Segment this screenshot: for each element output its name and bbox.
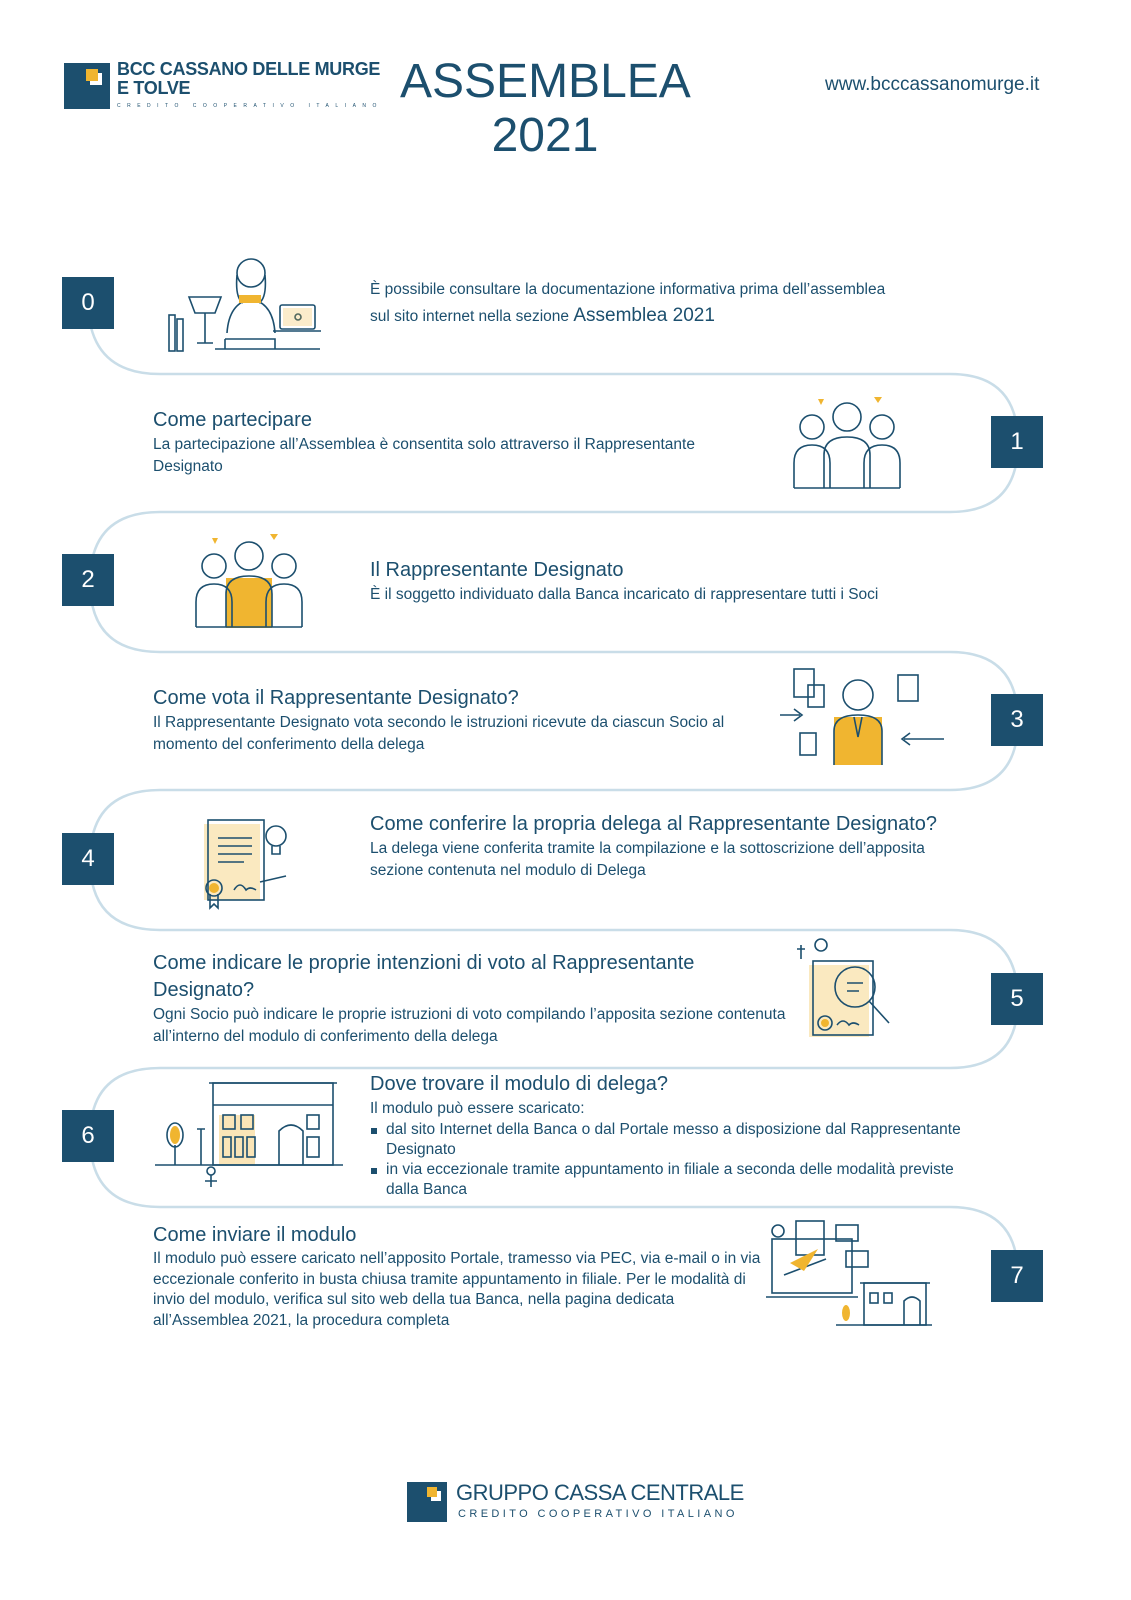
step-5-heading: Come indicare le proprie intenzioni di voto al Rappresentante Designato? [153, 952, 695, 1001]
step-5: Come indicare le proprie intenzioni di voto al Rappresentante Designato? Ogni Socio può indicare le proprie istruzioni di voto compilando l’apposita sezione contenuta all’interno del modulo di conferimento della delega [153, 950, 793, 1048]
step-number-5: 5 [991, 973, 1043, 1025]
group-name: GRUPPO CASSA CENTRALE [456, 1480, 744, 1505]
group-subtitle: CREDITO COOPERATIVO ITALIANO [458, 1508, 738, 1520]
step-6: Dove trovare il modulo di delega? Il modulo può essere scaricato: dal sito Internet della Banca o dal Portale messo a disposizione dal Rappresentante Designato in via eccezionale tramite appuntamento in filiale a seconda delle modalità previste dalla Banca [370, 1071, 970, 1200]
step-4: Come conferire la propria delega al Rappresentante Designato? La delega viene conferita tramite la compilazione e la sottoscrizione dell’apposita sezione contenuta nel modulo di Delega [370, 811, 970, 882]
step-number-3: 3 [991, 694, 1043, 746]
step-3: Come vota il Rappresentante Designato? Il Rappresentante Designato vota secondo le istruzioni ricevute da ciascun Socio al momento del conferimento della delega [153, 685, 793, 756]
bank-subtitle: CREDITO COOPERATIVO ITALIANO [117, 103, 383, 109]
step-6-heading: Dove trovare il modulo di delega? [370, 1073, 668, 1095]
step-1: Come partecipare La partecipazione all’Assemblea è consentita solo attraverso il Rappresentante Designato [153, 407, 753, 478]
step-7: Come inviare il modulo Il modulo può essere caricato nell’apposito Portale, tramesso via PEC, via e-mail o in via eccezionale conferito in busta chiusa tramite appuntamento in filiale. Per le modalità di invio del modulo, verifica sul sito web della tua Banca, nella pagina dedicata all’Assemblea 2021, la procedura completa [153, 1222, 773, 1331]
group-logo-icon [407, 1482, 447, 1522]
step-number-6: 6 [62, 1110, 114, 1162]
bank-name: BCC CASSANO DELLE MURGE E TOLVE [117, 59, 381, 98]
page-title: ASSEMBLEA 2021 [400, 55, 691, 162]
step-number-2: 2 [62, 554, 114, 606]
step-number-1: 1 [991, 416, 1043, 468]
woman-reading-icon [165, 253, 325, 353]
list-item: dal sito Internet della Banca o dal Portale messo a disposizione dal Rappresentante Designato [370, 1120, 970, 1160]
list-item: in via eccezionale tramite appuntamento in filiale a seconda delle modalità previste dalla Banca [370, 1160, 970, 1200]
step-2: Il Rappresentante Designato È il soggetto individuato dalla Banca incaricato di rappresentare tutti i Soci [370, 557, 970, 606]
people-group-icon [790, 393, 905, 493]
delegation-sources-list [370, 1120, 970, 1200]
proxy-document-icon [196, 800, 306, 912]
step-4-heading: Come conferire la propria delega al Rappresentante Designato? [370, 813, 938, 835]
step-7-heading: Come inviare il modulo [153, 1224, 357, 1246]
step-2-heading: Il Rappresentante Designato [370, 559, 624, 581]
step-number-4: 4 [62, 833, 114, 885]
step-3-heading: Come vota il Rappresentante Designato? [153, 687, 519, 709]
step-number-7: 7 [991, 1250, 1043, 1302]
send-module-icon [766, 1215, 936, 1330]
voting-representative-icon [780, 665, 950, 770]
voting-instructions-icon [795, 935, 905, 1050]
website-link[interactable]: www.bcccassanomurge.it [825, 74, 1040, 95]
bank-building-icon [155, 1075, 345, 1190]
step-number-0: 0 [62, 277, 114, 329]
section-link[interactable]: Assemblea 2021 [573, 305, 715, 326]
step-0: È possibile consultare la documentazione informativa prima dell’assemblea sul sito internet nella sezione Assemblea 2021 [370, 281, 886, 326]
designated-representative-icon [192, 532, 307, 632]
step-1-heading: Come partecipare [153, 409, 312, 431]
